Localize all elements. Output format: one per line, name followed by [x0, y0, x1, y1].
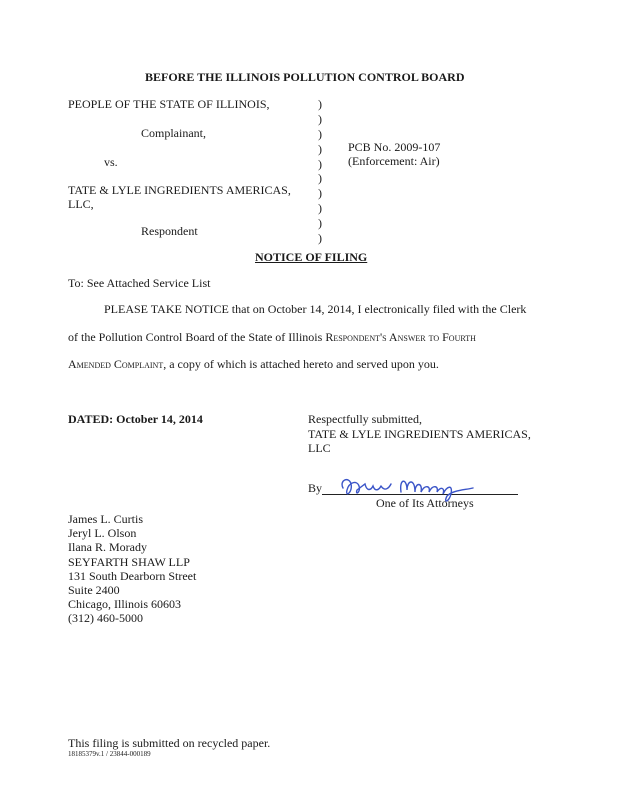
notice-paragraph-line2 [68, 330, 476, 345]
paren: ) [318, 141, 322, 156]
defendant-name-line1: TATE & LYLE INGREDIENTS AMERICAS, [68, 183, 291, 197]
paren: ) [318, 171, 322, 186]
paren: ) [318, 231, 322, 246]
signatory-role: One of Its Attorneys [376, 496, 474, 510]
court-title: BEFORE THE ILLINOIS POLLUTION CONTROL BOARD [145, 70, 465, 84]
notice-paragraph-line3 [68, 357, 439, 372]
notice-paragraph-line1: PLEASE TAKE NOTICE that on October 14, 2014, I electronically filed with the Clerk [104, 302, 527, 316]
paren: ) [318, 126, 322, 141]
dated-line: DATED: October 14, 2014 [68, 412, 203, 426]
paren: ) [318, 156, 322, 171]
caption-parentheses [318, 97, 322, 246]
paren: ) [318, 216, 322, 231]
paren: ) [318, 201, 322, 216]
paren: ) [318, 97, 322, 111]
defendant-name-line2: LLC, [68, 197, 94, 211]
plaintiff-role: Complainant, [141, 126, 206, 140]
notice-heading: NOTICE OF FILING [255, 250, 368, 264]
case-type: (Enforcement: Air) [348, 154, 440, 168]
attorney-line: Chicago, Illinois 60603 [68, 597, 181, 612]
paren: ) [318, 186, 322, 201]
attorney-block [68, 512, 196, 626]
notice-text: of the Pollution Control Board of the State of Illinois [68, 330, 326, 344]
plaintiff-name: PEOPLE OF THE STATE OF ILLINOIS, [68, 97, 270, 111]
case-number: PCB No. 2009-107 [348, 140, 441, 154]
notice-text: , a copy of which is attached hereto and served upon you. [163, 357, 439, 371]
to-line: To: See Attached Service List [68, 276, 211, 290]
document-title: Amended Complaint [68, 357, 164, 371]
paren: ) [318, 111, 322, 126]
recycled-paper-note: This filing is submitted on recycled paper. [68, 736, 271, 750]
attorney-line: Jeryl L. Olson [68, 526, 137, 541]
closing: Respectfully submitted, [308, 412, 422, 426]
attorney-line: Suite 2400 [68, 583, 120, 598]
document-id: 18185379v.1 / 23844-000189 [68, 750, 151, 758]
attorney-line: SEYFARTH SHAW LLP [68, 554, 190, 569]
attorney-line: Ilana R. Morady [68, 540, 147, 555]
document-title: Respondent's Answer to Fourth [325, 330, 476, 344]
attorney-line: James L. Curtis [68, 512, 143, 526]
defendant-role: Respondent [141, 224, 198, 238]
firm-name-line2: LLC [308, 441, 331, 455]
firm-name-line1: TATE & LYLE INGREDIENTS AMERICAS, [308, 427, 531, 441]
versus-text: vs. [104, 155, 118, 169]
attorney-line: 131 South Dearborn Street [68, 568, 197, 583]
by-label: By [308, 481, 323, 495]
attorney-line: (312) 460-5000 [68, 611, 143, 626]
